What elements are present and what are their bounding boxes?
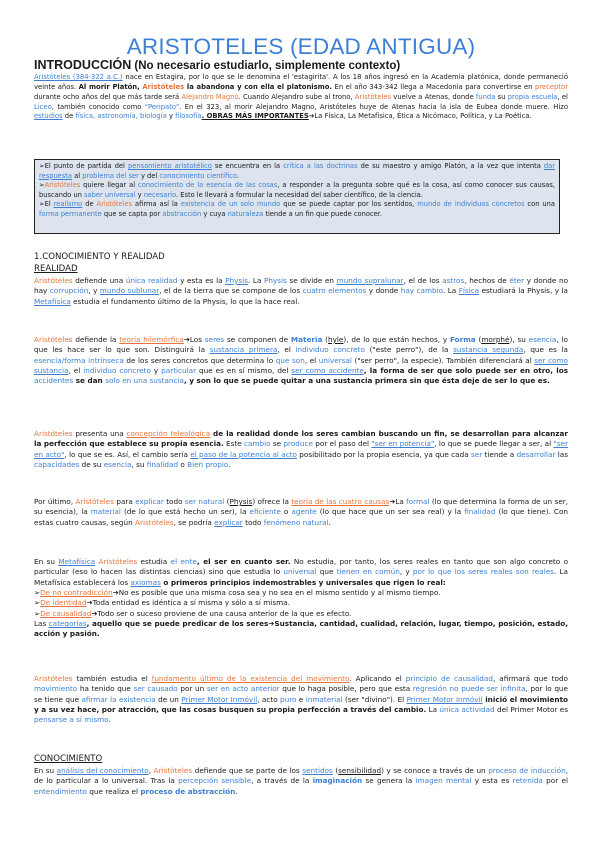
paragraph-prime-mover <box>34 674 568 726</box>
p5-text: universal <box>283 567 317 577</box>
p1-text: corrupción <box>49 286 89 296</box>
p2-text: , el <box>304 355 319 365</box>
p1-text: mundo supralunar <box>336 276 404 285</box>
categories-line <box>34 619 568 640</box>
axiom-text: ➔Todo ser o suceso proviene de una causa anterior de la que es efecto. <box>91 608 352 618</box>
p3-text: , lo que se puede llegar a ser, al <box>434 439 554 449</box>
p4-text: , se podría <box>173 517 215 527</box>
intro-title: INTRODUCCIÓN <box>34 58 132 72</box>
box-text: realismo <box>53 200 83 209</box>
p5-text: axiomas <box>130 577 161 587</box>
p4-text: material <box>90 507 121 517</box>
p7-text: , a través de la <box>251 776 313 786</box>
p1-text: mundo sublunar <box>99 286 160 296</box>
box-text: abstracción <box>162 209 202 218</box>
p3-text: ser <box>470 449 483 459</box>
p5-text: , y <box>399 567 413 577</box>
box-text: y del <box>138 171 160 180</box>
p1-text: . La <box>247 276 265 285</box>
p3-text: de su <box>79 460 104 470</box>
p4-text: para <box>114 497 136 506</box>
p5-text: por lo que los seres reales son reales <box>412 567 554 577</box>
p2-text: , la forma de ser que solo puede ser en otro, los <box>363 366 569 376</box>
box-text: dar respuesta <box>39 162 555 180</box>
intro-text: la abandona y con ella el platonismo. <box>184 82 333 91</box>
categories-text: , aquello que se puede predicar de los seres➔Sustancia, cantidad, cualidad, relación, lugar, tiempo, posición, estado, acción y pasión. <box>34 619 568 639</box>
p6-text: por un <box>177 684 207 694</box>
intro-text: estudios <box>34 112 63 121</box>
p2-text: que son <box>275 355 305 365</box>
p4-text: eficiente <box>249 507 281 517</box>
paragraph-knowledge <box>34 766 568 797</box>
box-text: . Esto le llevará a formular la necesidad del saber científico, de la ciencia. <box>176 190 423 199</box>
p7-text: . <box>235 786 238 796</box>
intro-text: de <box>62 112 76 121</box>
p1-text: estudiará la Physis, y la <box>479 286 568 296</box>
p3-text: finalidad <box>146 460 179 470</box>
p3-text: el paso de la potencia al acto <box>190 449 297 459</box>
box-text: y cuya <box>201 209 228 218</box>
p6-text: Primer Motor Inmóvil <box>181 694 258 704</box>
p7-text: y esta es <box>471 776 513 786</box>
p3-text: las <box>555 449 568 459</box>
intro-text: y <box>166 112 176 121</box>
paragraph-hylemorphism <box>34 335 568 387</box>
box-text: al <box>72 171 83 180</box>
p7-text: En su <box>34 766 57 775</box>
intro-text: su <box>495 92 508 101</box>
p4-text: todo <box>163 497 185 506</box>
p2-text: ), de lo que están hechos, y <box>343 335 451 344</box>
axiom-text: ➔Toda entidad es idéntica a sí misma y sólo a sí misma. <box>86 598 290 608</box>
p5-text: Aristóteles <box>95 557 138 566</box>
p6-text: . <box>108 715 111 725</box>
p7-text: defiende que se parte de los <box>192 766 303 775</box>
box-text: naturaleza <box>227 209 264 218</box>
box-text: tiende a un fin que puede conocer. <box>263 209 383 218</box>
p2-text: ), su <box>509 335 529 344</box>
p6-text: La <box>426 705 440 715</box>
section-heading-1: 1.CONOCIMIENTO Y REALIDAD <box>34 252 165 262</box>
p1-text: , hechos de <box>464 276 510 285</box>
p2-text: que es en sí mismo, del <box>196 366 292 376</box>
p2-text: hyle <box>328 335 344 344</box>
p3-text: o <box>178 460 188 470</box>
p3-text: "ser en acto" <box>34 439 568 459</box>
p1-text: hay cambio <box>400 286 443 296</box>
p5-text: que <box>316 567 337 577</box>
p2-text: universal <box>318 355 352 365</box>
box-text: . <box>236 171 239 180</box>
p5-text: En su <box>34 557 59 566</box>
summary-box <box>34 159 560 234</box>
p2-text: particular <box>161 366 197 376</box>
intro-paragraph <box>34 73 568 122</box>
p6-text: inmaterial <box>305 694 343 704</box>
p3-text: por el paso del <box>312 439 372 449</box>
p7-text: ( <box>332 766 339 775</box>
p3-text: desarrollar <box>516 449 556 459</box>
box-text: que se puede captar por los sentidos, <box>280 200 418 209</box>
box-text: Aristóteles <box>96 200 133 209</box>
box-line-2 <box>39 181 555 200</box>
p6-text: que lo haga posible, pero que esta <box>279 684 413 694</box>
p7-text: proceso de abstracción <box>140 786 236 796</box>
box-text: crítica a las doctrinas <box>283 162 358 170</box>
p4-text: todo <box>242 517 264 527</box>
p7-text: , de lo particular a lo universal. Tras la <box>34 766 568 786</box>
p2-text: seres <box>204 335 225 344</box>
p1-text: única realidad <box>125 276 178 285</box>
subheading-realidad: REALIDAD <box>34 264 78 274</box>
p1-text: astros <box>442 276 465 285</box>
categories-text: categorías <box>48 619 87 629</box>
paragraph-metaphysics <box>34 557 568 640</box>
box-text: que se capta por <box>101 209 163 218</box>
box-text: ➢ <box>39 181 45 190</box>
p4-text: formal <box>406 497 430 506</box>
p4-text: o <box>280 507 292 517</box>
p1-text: y donde no hay <box>34 276 569 296</box>
box-text: existencia de un solo mundo <box>180 200 281 209</box>
box-text: Aristóteles <box>44 181 81 190</box>
p4-text: (lo que tiene). Con estas cuatro causas, según <box>34 507 568 527</box>
categories-text: Las <box>34 619 49 629</box>
p5-text: tienen en común <box>336 567 400 577</box>
box-text: se encuentra en la <box>211 162 284 170</box>
p6-text: regresión no puede ser infinita <box>412 684 526 694</box>
p6-text: . Aplicando el <box>349 674 406 683</box>
p4-text: fenómeno natural <box>263 517 329 527</box>
p7-text: análisis del conocimiento <box>56 766 149 775</box>
p2-text: Aristóteles <box>34 335 73 344</box>
p7-text: Aristóteles <box>153 766 193 775</box>
p3-text: concepción teleológica <box>126 429 211 438</box>
intro-text: preceptor <box>535 82 568 91</box>
p2-text: de los seres concretos que determina lo <box>123 355 276 365</box>
p4-text: (de lo que está hecho un ser), la <box>120 507 250 517</box>
p5-text: No estudia, por tanto, los seres reales en tanto que son algo concreto o particular (eso lo hacen las distintas ciencias) sino que estudia lo <box>34 557 569 577</box>
intro-text: nace en Estagira, por lo que se le denomina el 'estagirita'. A los 18 años ingresó en la Academia platónica, donde permaneció veinte años. <box>34 73 568 91</box>
intro-text: Al morir Platón, <box>78 82 143 91</box>
p3-text: presenta una <box>72 429 127 438</box>
box-text: afirma así la <box>132 200 181 209</box>
box-text: mundo de individuos concretos <box>417 200 525 209</box>
box-text: y <box>135 190 144 199</box>
p1-text: éter <box>509 276 525 285</box>
p6-text: ser en acto anterior <box>206 684 280 694</box>
axiom-name: De identidad <box>40 598 87 608</box>
p6-text: , acto <box>257 694 281 704</box>
p2-text: ( <box>475 335 482 344</box>
p7-text: proceso de inducción <box>488 766 566 775</box>
intro-text: Liceo <box>34 102 52 111</box>
intro-text: vuelve a Atenas, donde <box>391 92 476 101</box>
box-text: forma permanente <box>39 209 102 218</box>
p1-text: y esta es la <box>177 276 226 285</box>
p6-text: principio de causalidad <box>405 674 493 683</box>
box-text: ➢El <box>39 200 54 209</box>
p3-text: se <box>270 439 284 449</box>
p1-text: y donde <box>366 286 401 296</box>
p4-text: (lo que determina la forma de un ser, su esencia), la <box>34 497 568 517</box>
p6-text: de un <box>155 694 182 704</box>
p4-text: ( <box>224 497 230 506</box>
p1-text: Physis <box>264 276 287 285</box>
p4-text: Aristóteles <box>75 497 115 506</box>
intro-text: física, astronomía, biología <box>75 112 167 121</box>
subheading-conocimiento: CONOCIMIENTO <box>34 754 103 764</box>
p5-text: Metafísica <box>58 557 96 566</box>
p3-text: de la realidad donde los seres cambian buscando un fin, se desarrollan para alcanzar la perfección que establece su propia esencia. <box>34 429 568 449</box>
p2-text: ser como accidente <box>291 366 364 376</box>
box-text: saber universal <box>84 190 136 199</box>
p1-text: Physis <box>225 276 248 285</box>
box-line-3 <box>39 200 555 219</box>
p6-text: , por lo que se tiene que <box>34 684 568 704</box>
p6-text: también estudia el <box>72 674 152 683</box>
p2-text: morphé <box>481 335 510 344</box>
p4-text: Physis <box>229 497 253 506</box>
p2-text: , que es la <box>523 345 568 355</box>
p2-text: Materia <box>290 335 323 344</box>
p6-text: fundamento último de la existencia del movimiento <box>151 674 350 683</box>
p2-text: sustancia primera <box>209 345 278 355</box>
intro-text: . Cuando Alejandro sube al trono, <box>238 92 355 101</box>
p6-text: del Primer Motor es <box>494 705 568 715</box>
p2-text: ("ser perro", la especie). También diferenciará al <box>351 355 535 365</box>
p2-text: individuo concreto <box>83 366 151 376</box>
p4-text: . <box>328 517 331 527</box>
p6-text: , afirmará que todo <box>492 674 568 683</box>
intro-text: propia escuela <box>507 92 558 101</box>
axiom-2: ➢De identidad➔Toda entidad es idéntica a sí misma y sólo a sí misma. <box>34 598 290 608</box>
intro-text: . OBRAS MÁS IMPORTANTES <box>201 112 309 121</box>
p4-text: explicar <box>135 497 164 506</box>
p3-text: , su <box>131 460 147 470</box>
box-text: problema del ser <box>82 171 139 180</box>
p2-text: accidentes <box>34 376 74 386</box>
intro-note: (No necesario estudiarlo, simplemente contexto) <box>134 60 401 72</box>
p7-text: imaginación <box>312 776 363 786</box>
p5-text: estudia <box>137 557 171 566</box>
intro-heading <box>34 58 400 72</box>
p4-text: Aristóteles <box>135 517 174 527</box>
axiom-name: De no contradicción <box>40 588 113 598</box>
author-dates: Aristóteles (384-322 a.C.) <box>34 73 123 81</box>
p4-text: ) ofrece la <box>252 497 292 506</box>
p2-text: se componen de <box>224 335 291 344</box>
p3-text: Bien propio <box>187 460 229 470</box>
p6-text: inició el movimiento y a su vez hace, por atracción, que las cosas busquen su propia perfección a través del cambio. <box>34 694 569 715</box>
p4-text: explicar <box>214 517 243 527</box>
axiom-3: ➢De causalidad➔Todo ser o suceso proviene de una causa anterior de la que es efecto. <box>34 608 352 618</box>
p6-text: e <box>296 694 306 704</box>
p5-text: o primeros principios indemostrables y universales que rigen lo real: <box>160 577 446 587</box>
p4-text: Por último, <box>34 497 76 506</box>
p5-text: el ente <box>170 557 197 566</box>
box-text: necesario <box>143 190 176 199</box>
p2-text: defiende la <box>72 335 120 344</box>
p5-text: . La Metafísica establecerá los <box>34 567 568 587</box>
p2-text: solo en una sustancia <box>105 376 184 386</box>
p3-text: , lo que se es. Así, el cambio sería <box>64 449 191 459</box>
p1-text: se divide en <box>286 276 337 285</box>
p4-text: ser natural <box>184 497 225 506</box>
p7-text: por el <box>542 776 568 786</box>
p2-text: esencia <box>528 335 557 344</box>
box-text: ➢El punto de partida del <box>39 162 128 170</box>
p2-text: , lo que les hace ser lo que son. Distinguirá la <box>34 335 568 355</box>
p2-text: ( <box>322 335 329 344</box>
p5-text: , el ser en cuanto ser. <box>196 557 291 566</box>
p6-text: movimiento <box>34 684 78 694</box>
p2-text: ser como sustancia <box>34 355 568 376</box>
p2-text: ➔Los <box>183 335 205 344</box>
p3-text: esencia <box>103 460 132 470</box>
axiom-name: De causalidad <box>40 608 92 618</box>
p2-text: Forma <box>450 335 476 344</box>
intro-text: , también conocido como <box>51 102 145 111</box>
p3-text: . <box>228 460 231 470</box>
box-text: quiere llegar al <box>80 181 139 190</box>
p1-text: Física <box>458 286 480 296</box>
p7-text: , <box>148 766 154 775</box>
p2-text: individuo concreto <box>295 345 365 355</box>
p2-text: , el <box>68 366 84 376</box>
intro-text: filosofía <box>175 112 202 121</box>
axiom-text: ➔No es posible que una misma cosa sea y no sea en el mismo sentido y al mismo tiempo. <box>112 588 441 598</box>
intro-text: ➔La Física, La Metafísica, Ética a Nicómaco, Política, y La Poética. <box>308 112 532 121</box>
p7-text: sentidos <box>302 766 333 775</box>
intro-text: "Peripato" <box>144 102 180 111</box>
p1-text: , y <box>88 286 100 296</box>
p1-text: Aristóteles <box>34 276 73 285</box>
axiom-1: ➢De no contradicción➔No es posible que una misma cosa sea y no sea en el mismo sentido y al mismo tiempo. <box>34 588 441 598</box>
p7-text: se genera la <box>362 776 416 786</box>
document-title: ARISTOTELES (EDAD ANTIGUA) <box>126 34 476 59</box>
p6-text: (ser "divino"). El <box>342 694 407 704</box>
p6-text: Aristóteles <box>34 674 73 683</box>
p6-text: Primer Motor Inmóvil <box>406 694 483 704</box>
box-line-1 <box>39 162 555 181</box>
p7-text: ) y se conoce a través de un <box>381 766 489 775</box>
p2-text: sustancia segunda <box>453 345 524 355</box>
p2-text: esencia/forma intrínseca <box>34 355 124 365</box>
p7-text: percepción sensible <box>178 776 252 786</box>
p2-text: y <box>150 366 162 376</box>
intro-text: Aristóteles <box>142 82 185 91</box>
paragraph-physis <box>34 276 568 307</box>
p6-text: pensarse a sí mismo <box>34 715 109 725</box>
paragraph-teleology <box>34 429 568 470</box>
paragraph-four-causes <box>34 497 568 528</box>
box-text: de <box>82 200 97 209</box>
p4-text: teoría de las cuatro causas <box>291 497 390 506</box>
p4-text: finalidad <box>464 507 496 517</box>
p3-text: tiende a <box>482 449 517 459</box>
box-text: , a responder a la pregunta sobre qué es la cosa, así como conocer sus causas, buscando un <box>39 181 555 199</box>
p3-text: cambio <box>244 439 271 449</box>
p7-text: sensibilidad <box>338 766 382 775</box>
box-text: con una <box>524 200 555 209</box>
p6-text: puro <box>280 694 297 704</box>
box-text: de su maestro y amigo Platón, a la vez que intenta <box>357 162 544 170</box>
p1-text: Metafísica <box>34 296 71 306</box>
intro-text: Aristóteles <box>354 92 392 101</box>
p3-text: posibilitado por la propia esencia, ya que cada <box>296 449 471 459</box>
p7-text: retenida <box>512 776 543 786</box>
p4-text: agente <box>291 507 317 517</box>
p2-text: , y son lo que se puede quitar a una sustancia primera sin que ésta deje de ser lo que es. <box>183 376 550 386</box>
p3-text: "ser en potencia" <box>371 439 435 449</box>
p1-text: cuatro elementos <box>302 286 367 296</box>
p1-text: estudia el fundamento último de la Physis, lo que la hace real. <box>70 296 300 306</box>
p3-text: Aristóteles <box>34 429 73 438</box>
p1-text: , el de la tierra que se compone de los <box>159 286 303 296</box>
p3-text: produce <box>283 439 313 449</box>
p2-text: , el <box>277 345 296 355</box>
p3-text: Este <box>223 439 245 449</box>
p4-text: ➔La <box>389 497 407 506</box>
p2-text: ("este perro"), de la <box>364 345 454 355</box>
p1-text: defiende una <box>72 276 126 285</box>
p6-text: ha tenido que <box>77 684 134 694</box>
box-text: conocimiento de la esencia de las cosas <box>138 181 278 190</box>
intro-text: En el año 343-342 llega a Macedonia para convertirse en <box>332 82 535 91</box>
p7-text: imagen mental <box>415 776 472 786</box>
p7-text: entendimiento <box>34 786 87 796</box>
p3-text: capacidades <box>34 460 80 470</box>
p6-text: afirmar la existencia <box>81 694 156 704</box>
p2-text: se dan <box>73 376 106 386</box>
p6-text: única actividad <box>439 705 495 715</box>
intro-text: Alejandro Magno <box>181 92 239 101</box>
box-text: conocimiento científico <box>159 171 237 180</box>
p7-text: que realiza el <box>86 786 141 796</box>
intro-text: . En el 323, al morir Alejandro Magno, Aristóteles huye de Atenas hacia la isla de Eubea donde muere. Hizo <box>179 102 568 111</box>
intro-text: durante ocho años del que más tarde será <box>34 92 182 101</box>
p2-text: teoría hilemórfica <box>119 335 184 344</box>
p6-text: ser causado <box>133 684 178 694</box>
box-text: pensamiento aristotélico <box>127 162 212 170</box>
intro-text: , el <box>557 92 568 101</box>
p4-text: (lo que hace que un ser sea real) y la <box>316 507 465 517</box>
intro-text: funda <box>475 92 496 101</box>
p1-text: . La <box>442 286 459 296</box>
p1-text: , el de los <box>403 276 443 285</box>
